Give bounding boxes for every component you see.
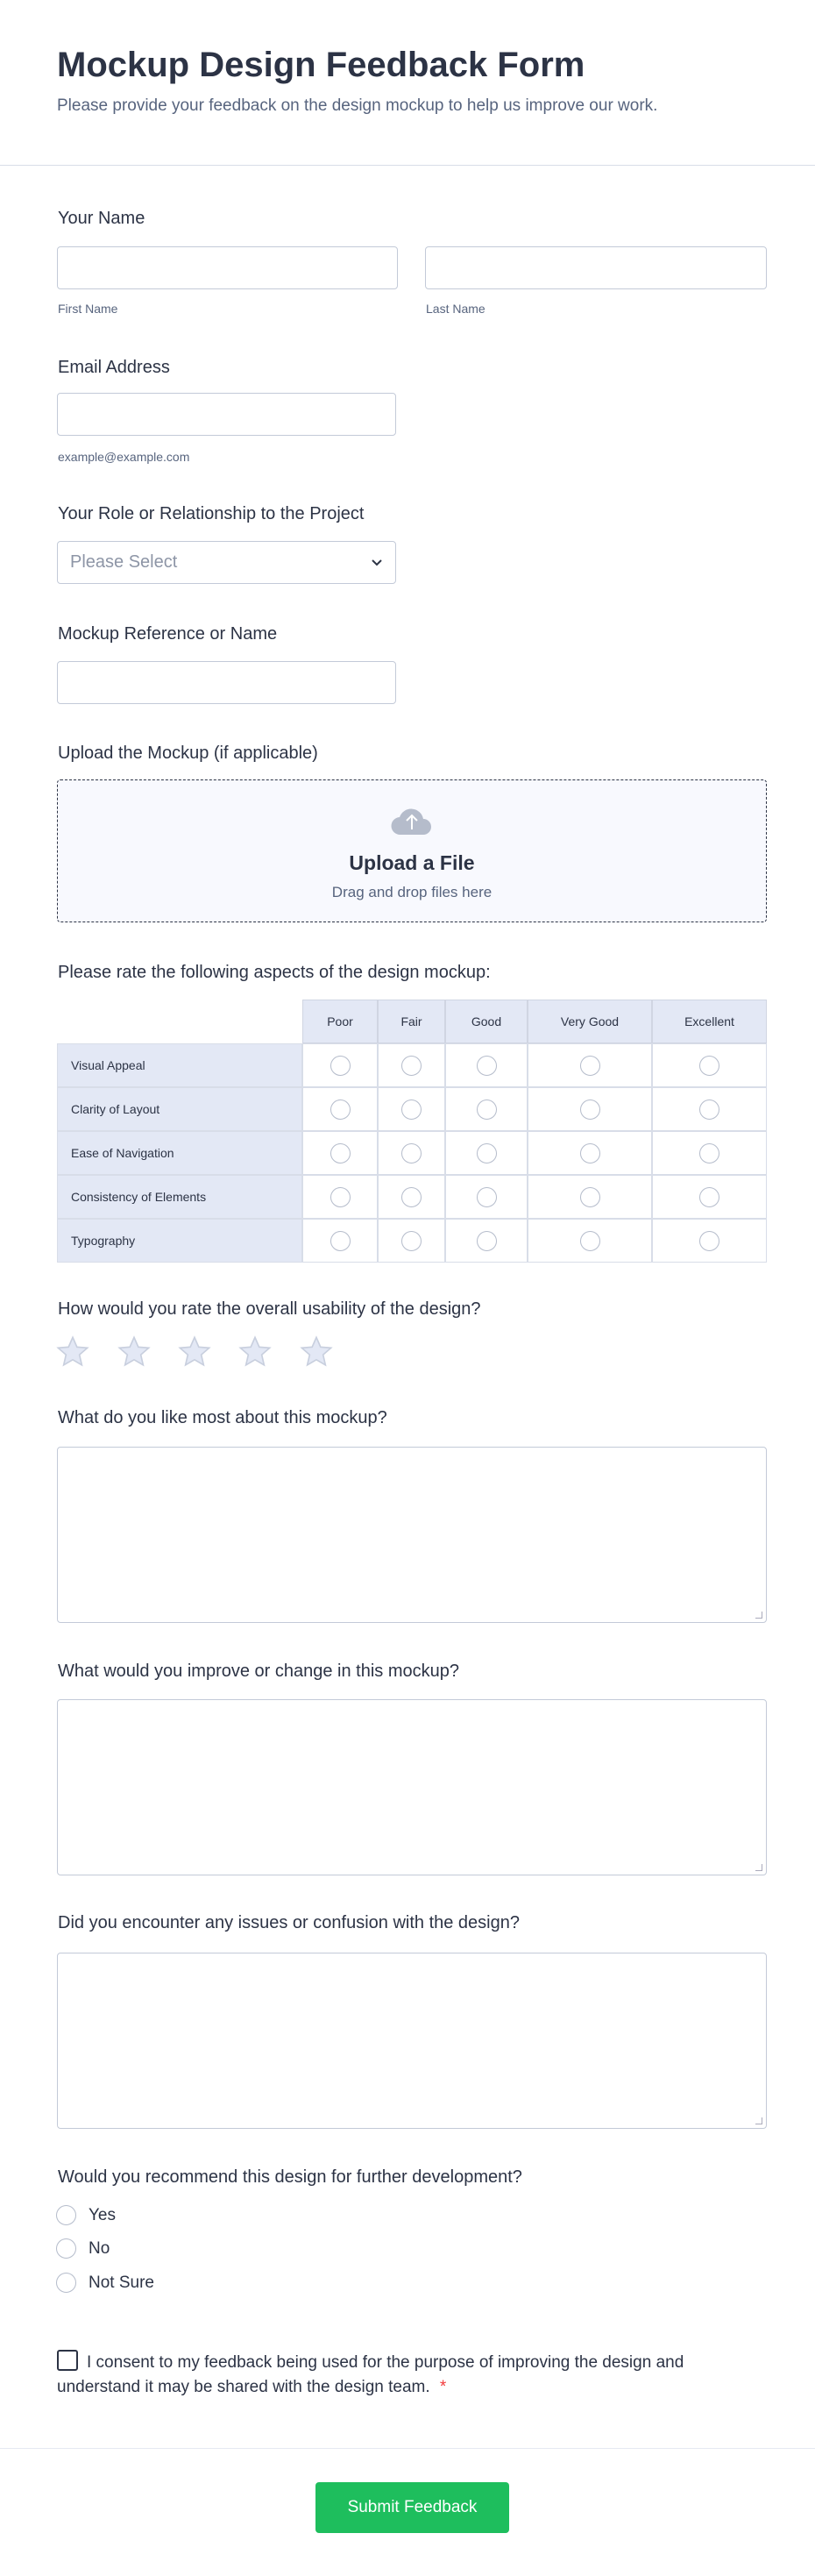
required-mark: *: [439, 2378, 447, 2396]
matrix-radio[interactable]: [330, 1056, 351, 1076]
recommend-option-no[interactable]: [56, 2238, 110, 2259]
matrix-cell: [378, 1087, 445, 1131]
matrix-cell: [302, 1131, 378, 1175]
matrix-radio[interactable]: [580, 1099, 600, 1120]
first-name-input[interactable]: [57, 246, 398, 289]
chevron-down-icon: [371, 559, 383, 567]
file-dropzone[interactable]: [57, 779, 767, 922]
radio-no[interactable]: [56, 2238, 76, 2259]
last-name-input[interactable]: [425, 246, 767, 289]
first-name-sublabel: First Name: [58, 302, 118, 316]
page-title: Mockup Design Feedback Form: [57, 46, 585, 84]
matrix-cell: [652, 1087, 767, 1131]
email-sublabel: example@example.com: [58, 450, 190, 464]
matrix-col-poor: Poor: [302, 1000, 378, 1043]
matrix-row-label: Visual Appeal: [57, 1043, 302, 1087]
matrix-radio[interactable]: [699, 1099, 719, 1120]
radio-not-sure[interactable]: [56, 2273, 76, 2293]
matrix-radio[interactable]: [477, 1187, 497, 1207]
resize-handle-icon[interactable]: [755, 1612, 762, 1619]
usability-label: How would you rate the overall usability of the design?: [58, 1299, 481, 1319]
matrix-cell: [652, 1175, 767, 1219]
matrix-cell: [378, 1219, 445, 1263]
matrix-cell: [528, 1219, 652, 1263]
matrix-radio[interactable]: [401, 1187, 422, 1207]
matrix-radio[interactable]: [477, 1231, 497, 1251]
upload-hint: Drag and drop files here: [331, 884, 493, 900]
star-icon[interactable]: [299, 1334, 334, 1370]
matrix-cell: [445, 1131, 528, 1175]
resize-handle-icon[interactable]: [755, 2117, 762, 2124]
recommend-option-yes[interactable]: [56, 2205, 116, 2225]
matrix-radio[interactable]: [477, 1143, 497, 1163]
star-icon[interactable]: [237, 1334, 273, 1370]
matrix-cell: [302, 1087, 378, 1131]
matrix-row: [57, 1043, 767, 1087]
matrix-radio[interactable]: [330, 1099, 351, 1120]
matrix-radio[interactable]: [580, 1187, 600, 1207]
matrix-cell: [445, 1219, 528, 1263]
matrix-cell: [302, 1219, 378, 1263]
matrix-radio[interactable]: [330, 1143, 351, 1163]
matrix-radio[interactable]: [699, 1187, 719, 1207]
mockup-ref-label: Mockup Reference or Name: [58, 624, 278, 644]
page-subtitle: Please provide your feedback on the design mockup to help us improve our work.: [57, 96, 658, 115]
like-most-textarea[interactable]: [57, 1447, 767, 1623]
matrix-col-good: Good: [445, 1000, 528, 1043]
issues-label: Did you encounter any issues or confusion with the design?: [58, 1913, 520, 1932]
star-icon[interactable]: [55, 1334, 90, 1370]
email-label: Email Address: [58, 358, 170, 377]
matrix-cell: [445, 1043, 528, 1087]
matrix-radio[interactable]: [699, 1231, 719, 1251]
matrix-radio[interactable]: [401, 1143, 422, 1163]
consent-checkbox[interactable]: [57, 2350, 78, 2371]
consent-field: [57, 2350, 688, 2400]
role-select[interactable]: [57, 541, 396, 584]
recommend-option-not-sure[interactable]: [56, 2273, 154, 2293]
matrix-radio[interactable]: [580, 1143, 600, 1163]
role-selected-value: Please Select: [70, 552, 178, 572]
matrix-radio[interactable]: [580, 1231, 600, 1251]
improve-label: What would you improve or change in this mockup?: [58, 1662, 460, 1681]
footer-divider: [0, 2448, 815, 2449]
matrix-corner: [57, 1000, 302, 1043]
matrix-row: [57, 1087, 767, 1131]
matrix-cell: [378, 1131, 445, 1175]
matrix-row: [57, 1131, 767, 1175]
recommend-label: Would you recommend this design for further development?: [58, 2167, 522, 2187]
matrix-cell: [652, 1131, 767, 1175]
matrix-radio[interactable]: [477, 1056, 497, 1076]
matrix-radio[interactable]: [401, 1099, 422, 1120]
submit-button[interactable]: Submit Feedback: [315, 2482, 509, 2533]
matrix-cell: [302, 1043, 378, 1087]
matrix-row-label: Ease of Navigation: [57, 1131, 302, 1175]
issues-textarea[interactable]: [57, 1953, 767, 2129]
email-input[interactable]: [57, 393, 396, 436]
consent-text: I consent to my feedback being used for the purpose of improving the design and understand it may be shared with the design team.: [57, 2353, 684, 2396]
matrix-radio[interactable]: [401, 1056, 422, 1076]
matrix-cell: [445, 1087, 528, 1131]
matrix-row: [57, 1175, 767, 1219]
matrix-radio[interactable]: [699, 1143, 719, 1163]
matrix-row-label: Clarity of Layout: [57, 1087, 302, 1131]
matrix-cell: [302, 1175, 378, 1219]
upload-label: Upload the Mockup (if applicable): [58, 744, 318, 763]
matrix-col-excellent: Excellent: [652, 1000, 767, 1043]
matrix-row: [57, 1219, 767, 1263]
matrix-cell: [528, 1131, 652, 1175]
name-label: Your Name: [58, 209, 145, 228]
option-label: No: [89, 2238, 110, 2258]
matrix-label: Please rate the following aspects of the design mockup:: [58, 963, 491, 982]
matrix-cell: [652, 1043, 767, 1087]
matrix-radio[interactable]: [580, 1056, 600, 1076]
matrix-cell: [445, 1175, 528, 1219]
like-most-label: What do you like most about this mockup?: [58, 1408, 387, 1427]
matrix-cell: [528, 1043, 652, 1087]
matrix-radio[interactable]: [401, 1231, 422, 1251]
matrix-radio[interactable]: [477, 1099, 497, 1120]
matrix-cell: [378, 1175, 445, 1219]
cloud-upload-icon: [390, 803, 434, 838]
radio-yes[interactable]: [56, 2205, 76, 2225]
matrix-radio[interactable]: [330, 1231, 351, 1251]
matrix-cell: [528, 1087, 652, 1131]
matrix-col-fair: Fair: [378, 1000, 445, 1043]
resize-handle-icon[interactable]: [755, 1864, 762, 1871]
option-label: Yes: [89, 2205, 116, 2224]
role-label: Your Role or Relationship to the Project: [58, 504, 365, 523]
matrix-radio[interactable]: [699, 1056, 719, 1076]
option-label: Not Sure: [89, 2273, 154, 2292]
matrix-cell: [652, 1219, 767, 1263]
rating-matrix: [57, 1000, 767, 1263]
matrix-radio[interactable]: [330, 1187, 351, 1207]
matrix-col-very-good: Very Good: [528, 1000, 652, 1043]
matrix-cell: [378, 1043, 445, 1087]
header-divider: [0, 165, 815, 166]
star-icon[interactable]: [177, 1334, 212, 1370]
mockup-ref-input[interactable]: [57, 661, 396, 704]
matrix-cell: [528, 1175, 652, 1219]
last-name-sublabel: Last Name: [426, 302, 485, 316]
upload-title: Upload a File: [349, 851, 475, 874]
improve-textarea[interactable]: [57, 1699, 767, 1875]
matrix-row-label: Typography: [57, 1219, 302, 1263]
matrix-row-label: Consistency of Elements: [57, 1175, 302, 1219]
star-icon[interactable]: [117, 1334, 152, 1370]
